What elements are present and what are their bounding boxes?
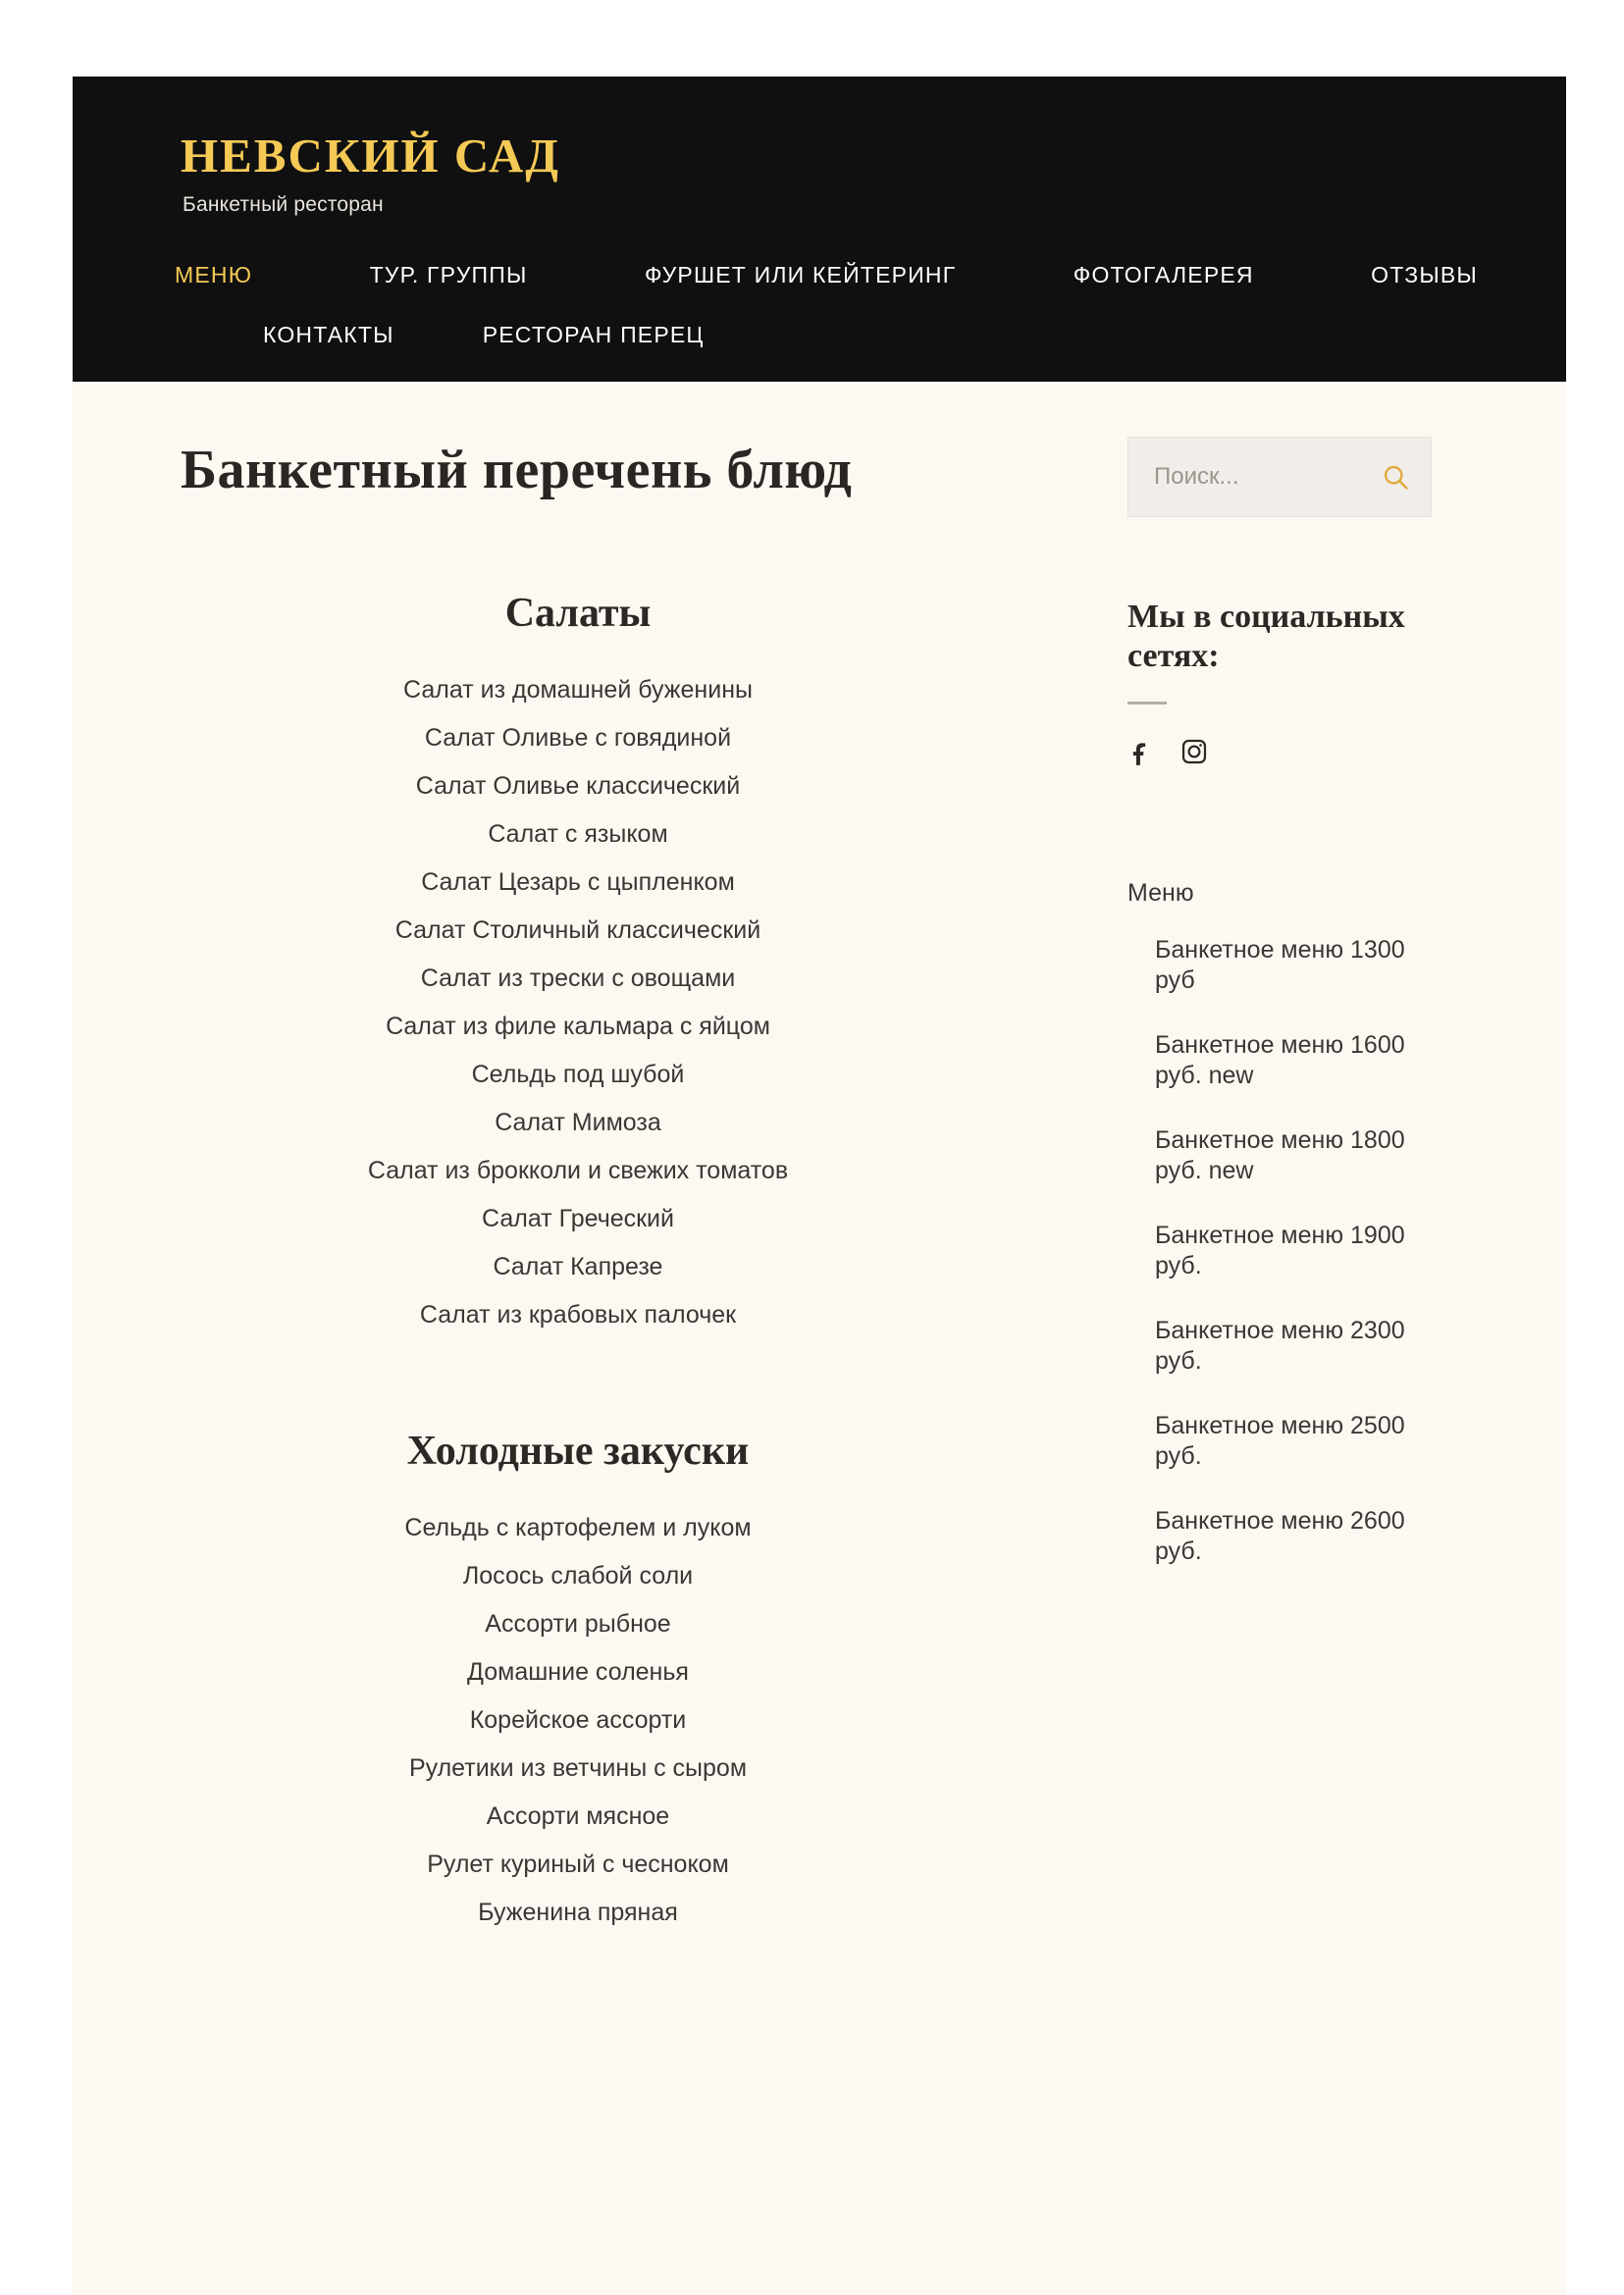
site-tagline: Банкетный ресторан bbox=[183, 193, 384, 216]
social-widget-title: Мы в социальных сетях: bbox=[1127, 599, 1405, 675]
social-links bbox=[1127, 738, 1566, 771]
list-item: Рулетики из ветчины с сыром bbox=[408, 1754, 748, 1782]
facebook-icon[interactable] bbox=[1127, 738, 1153, 771]
menu-widget-item[interactable]: Банкетное меню 2300 руб. bbox=[1155, 1317, 1405, 1375]
instagram-icon[interactable] bbox=[1180, 738, 1208, 771]
divider bbox=[1127, 702, 1167, 704]
page-title: Банкетный перечень блюд bbox=[181, 440, 853, 500]
list-item: Буженина пряная bbox=[478, 1899, 678, 1926]
content-area bbox=[73, 382, 1566, 1937]
list-item: Салат с языком bbox=[488, 820, 668, 848]
main-navigation bbox=[73, 262, 1566, 382]
list-item: Сельдь под шубой bbox=[471, 1061, 685, 1088]
list-item: Салат Столичный классический bbox=[394, 916, 761, 944]
site-header bbox=[73, 77, 1566, 382]
dish-list-cold-appetizers bbox=[73, 1504, 1127, 1937]
list-item: Сельдь с картофелем и луком bbox=[404, 1514, 752, 1541]
main-column bbox=[73, 382, 1127, 1937]
search-input[interactable] bbox=[1128, 438, 1379, 516]
dish-list-salads bbox=[73, 666, 1127, 1339]
list-item: Салат Оливье с говядиной bbox=[424, 724, 732, 752]
nav-item-restaurant-perec[interactable]: РЕСТОРАН ПЕРЕЦ bbox=[482, 322, 705, 347]
list-item: Салат из филе кальмара с яйцом bbox=[386, 1013, 770, 1040]
menu-widget-item[interactable]: Банкетное меню 1600 руб. new bbox=[1155, 1031, 1405, 1089]
list-item: Ассорти мясное bbox=[486, 1802, 670, 1830]
search-icon[interactable] bbox=[1382, 463, 1409, 491]
site-container bbox=[73, 77, 1566, 2295]
nav-item-reviews[interactable]: ОТЗЫВЫ bbox=[1371, 262, 1478, 287]
list-item: Салат Капрезе bbox=[493, 1253, 663, 1280]
section-title-cold-appetizers: Холодные закуски bbox=[406, 1429, 750, 1474]
nav-item-tour-groups[interactable]: ТУР. ГРУППЫ bbox=[369, 262, 528, 287]
menu-widget-list bbox=[1127, 935, 1566, 1566]
sidebar bbox=[1127, 382, 1566, 1937]
nav-second-row bbox=[175, 322, 1478, 348]
list-item: Салат Оливье классический bbox=[415, 772, 741, 800]
menu-widget-item[interactable]: Банкетное меню 2500 руб. bbox=[1155, 1412, 1405, 1470]
list-item: Салат Мимоза bbox=[495, 1109, 661, 1136]
menu-widget-item[interactable]: Банкетное меню 1300 руб bbox=[1155, 936, 1405, 994]
menu-widget bbox=[1127, 879, 1566, 1566]
list-item: Салат Греческий bbox=[482, 1205, 674, 1232]
menu-widget-item[interactable]: Банкетное меню 1800 руб. new bbox=[1155, 1126, 1405, 1184]
nav-item-photogallery[interactable]: ФОТОГАЛЕРЕЯ bbox=[1073, 262, 1254, 287]
nav-item-catering[interactable]: ФУРШЕТ ИЛИ КЕЙТЕРИНГ bbox=[644, 262, 957, 287]
site-title[interactable]: НЕВСКИЙ САД bbox=[181, 129, 560, 183]
section-title-salads: Салаты bbox=[504, 591, 652, 636]
list-item: Домашние соленья bbox=[467, 1658, 689, 1686]
list-item: Рулет куриный с чесноком bbox=[427, 1851, 729, 1878]
search-box[interactable] bbox=[1127, 437, 1432, 517]
list-item: Салат из крабовых палочек bbox=[419, 1301, 737, 1329]
nav-item-menu[interactable]: МЕНЮ bbox=[175, 262, 253, 287]
menu-widget-title: Меню bbox=[1127, 879, 1194, 908]
list-item: Салат Цезарь с цыпленком bbox=[421, 868, 735, 896]
list-item: Салат из брокколи и свежих томатов bbox=[367, 1157, 789, 1184]
list-item: Салат из домашней буженины bbox=[403, 676, 753, 704]
nav-item-contacts[interactable]: КОНТАКТЫ bbox=[263, 322, 394, 347]
list-item: Корейское ассорти bbox=[469, 1706, 687, 1734]
list-item: Лосось слабой соли bbox=[462, 1562, 694, 1590]
list-item: Ассорти рыбное bbox=[485, 1610, 671, 1638]
menu-widget-item[interactable]: Банкетное меню 1900 руб. bbox=[1155, 1222, 1405, 1279]
menu-widget-item[interactable]: Банкетное меню 2600 руб. bbox=[1155, 1507, 1405, 1565]
list-item: Салат из трески с овощами bbox=[420, 965, 736, 992]
branding bbox=[73, 131, 1566, 217]
